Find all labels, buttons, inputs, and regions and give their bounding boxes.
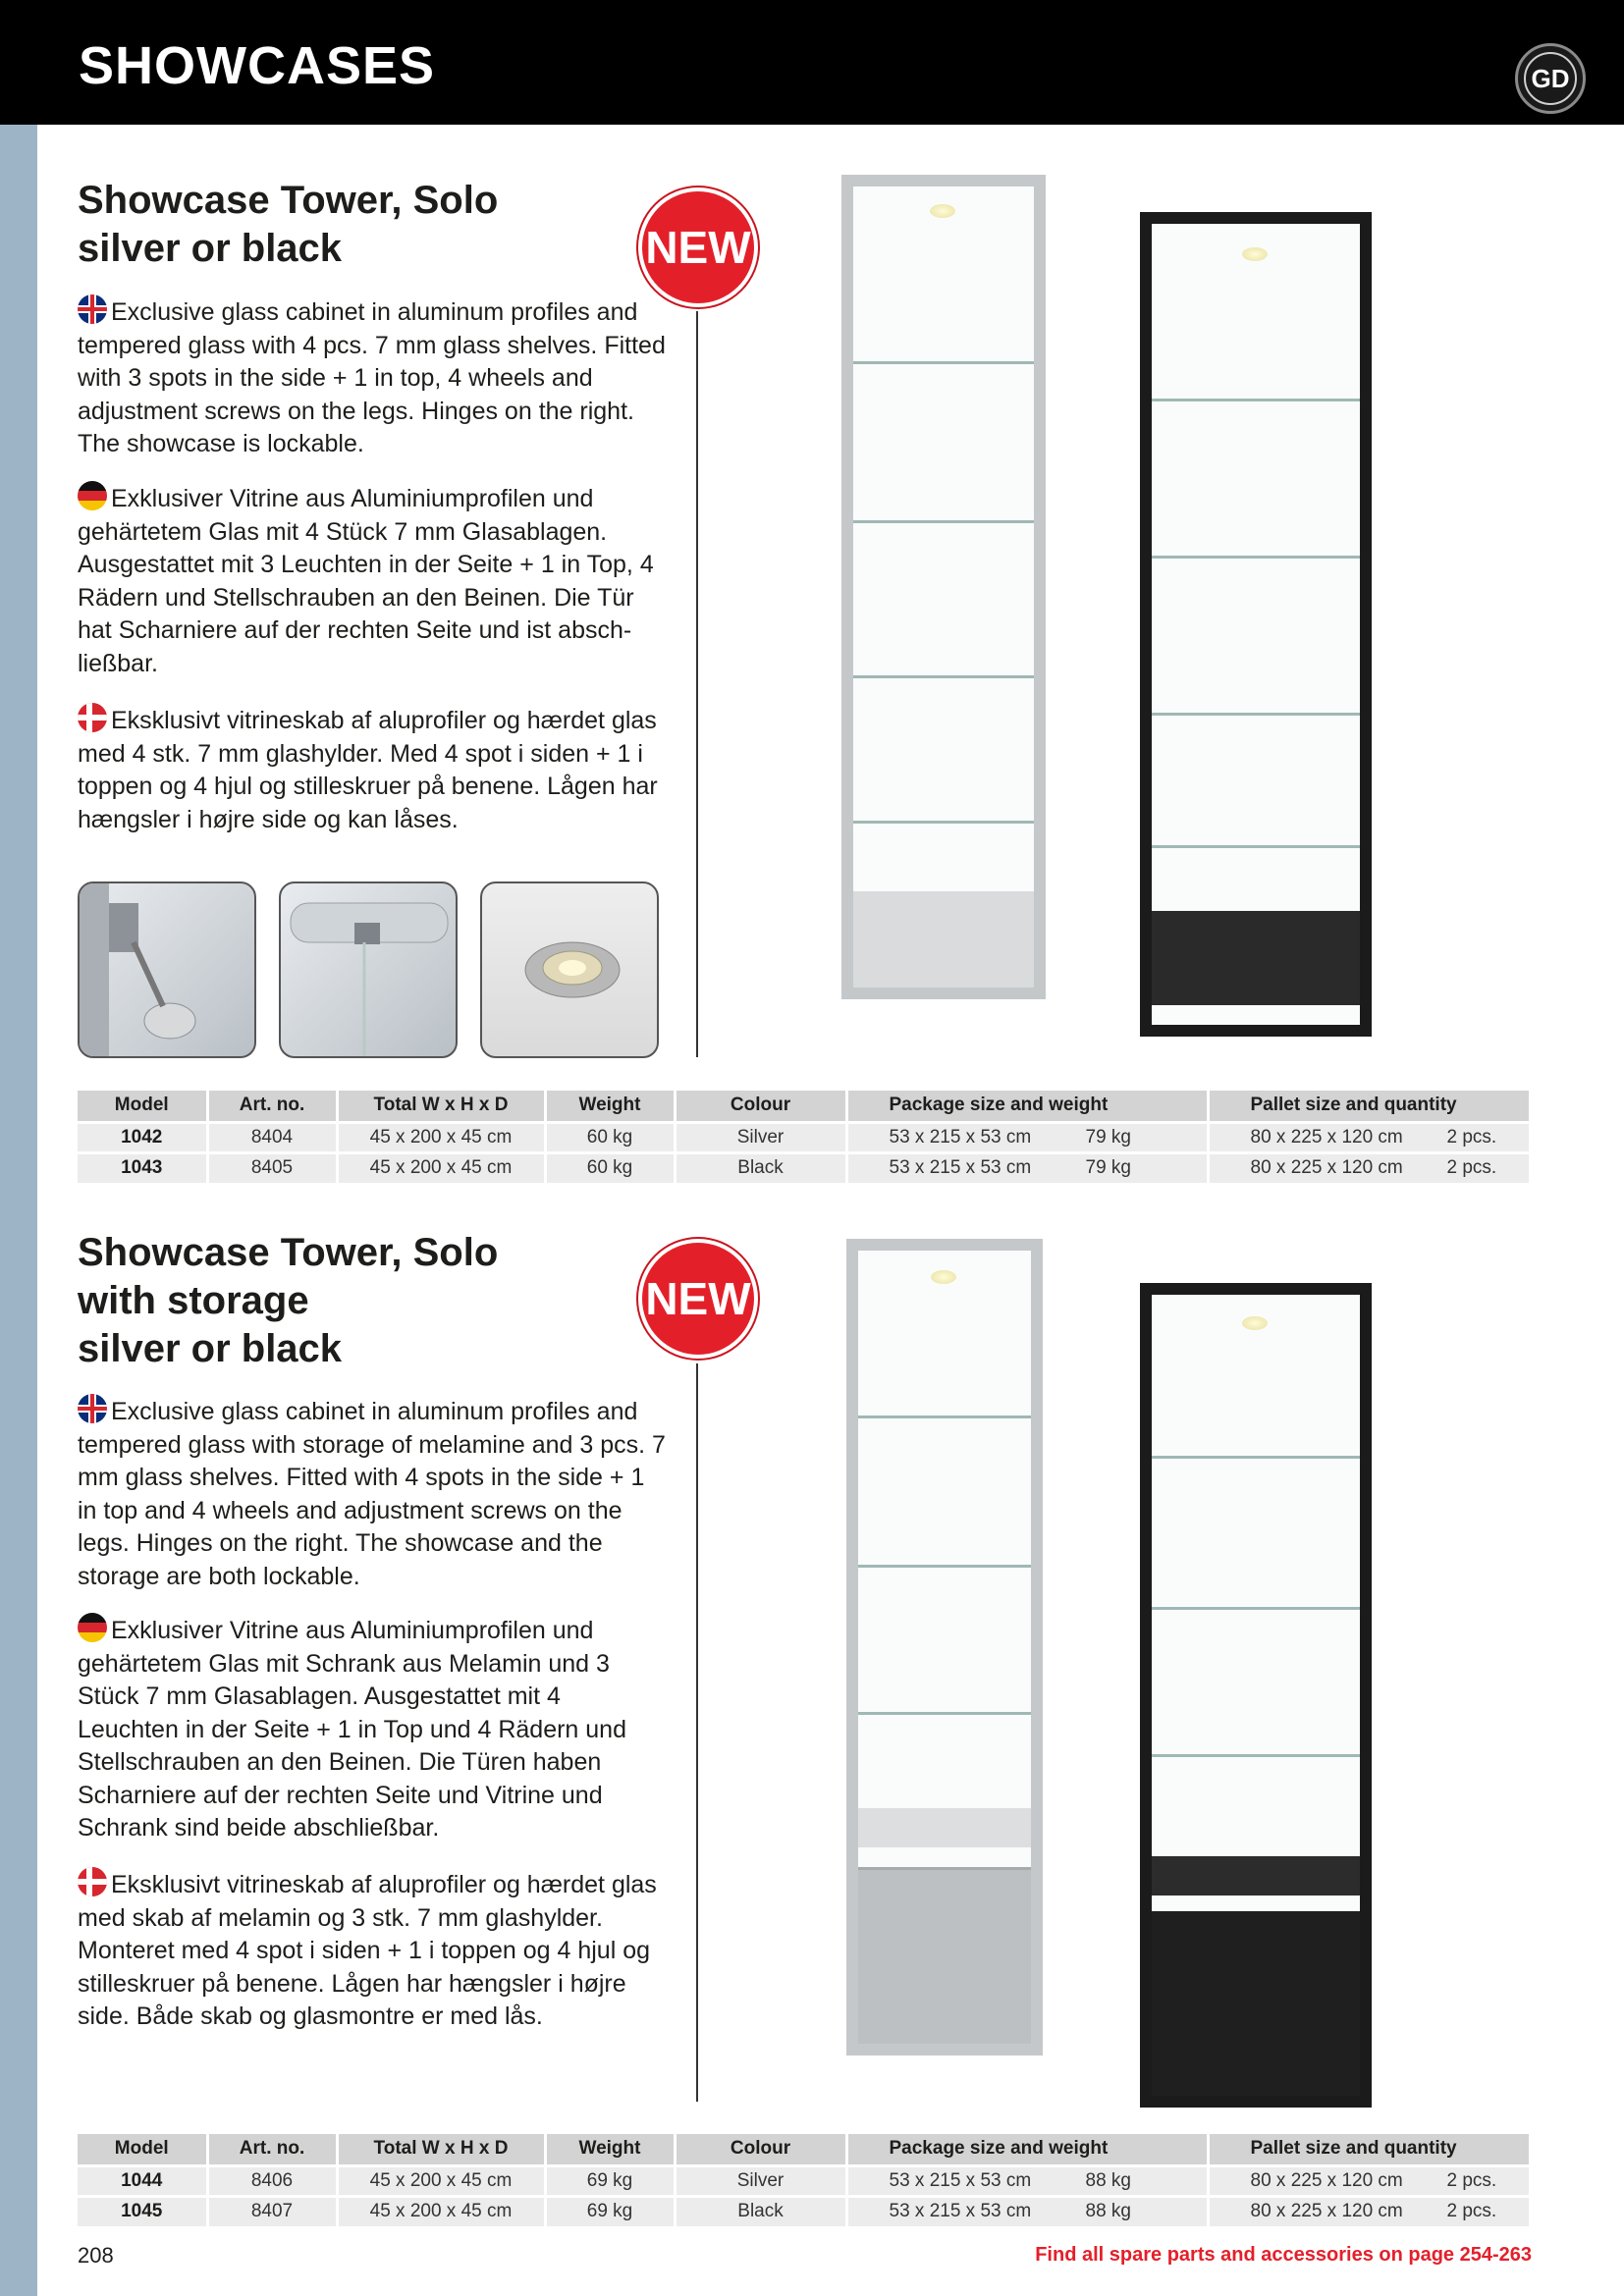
col-pallet: Pallet size and quantity [1208,2134,1531,2165]
description-de [78,1613,667,1845]
pallet-size: 80 x 225 x 120 cm [1250,1126,1403,1148]
table-row [78,1152,1531,1183]
sidebar-stripe [0,125,37,2296]
cell-pallet [1208,1122,1531,1152]
package-size: 53 x 215 x 53 cm [889,1126,1032,1148]
product-title [78,177,498,273]
section-title: SHOWCASES [79,36,436,95]
pallet-quantity: 2 pcs. [1446,1157,1497,1179]
ceiling-spot-photo [480,881,659,1058]
col-weight: Weight [545,2134,675,2165]
page-number: 208 [78,2243,114,2268]
product-title-line: Showcase Tower, Solo [78,1231,499,1274]
cell-art-no: 8406 [207,2165,337,2196]
page-header [0,0,1624,125]
product-title-line: silver or black [78,1327,343,1370]
cell-package [846,2196,1208,2226]
description-de [78,481,667,680]
cell-model: 1042 [78,1122,207,1152]
package-weight: 88 kg [1085,2201,1131,2222]
col-dimensions: Total W x H x D [337,2134,545,2165]
cell-pallet [1208,1152,1531,1183]
german-flag-icon [78,481,107,510]
col-pallet: Pallet size and quantity [1208,1091,1531,1122]
cell-package [846,1122,1208,1152]
pallet-quantity: 2 pcs. [1446,2169,1497,2191]
package-weight: 79 kg [1085,1126,1131,1148]
danish-flag-icon [78,703,107,732]
table-header-row [78,2134,1531,2165]
col-model: Model [78,2134,207,2165]
cell-art-no: 8405 [207,1152,337,1183]
package-weight: 88 kg [1085,2169,1131,2191]
lock-icon [281,883,458,1058]
description-dk [78,703,667,836]
col-colour: Colour [675,2134,846,2165]
spec-table [78,2134,1532,2226]
description-en [78,1394,667,1593]
german-flag-icon [78,1613,107,1642]
cell-colour: Black [675,2196,846,2226]
col-colour: Colour [675,1091,846,1122]
description-text: Eksklusivt vitrineskab af aluprofiler og hærdet glas med 4 stk. 7 mm glashylder. Med 4 spot i siden + 1 i toppen og 4 hjul og stilleskruer på benene. Lågen har hængsler i højre side og kan låses. [78,707,658,833]
description-en [78,294,667,461]
col-package: Package size and weight [846,1091,1208,1122]
ceiling-spot-icon [482,883,659,1058]
product-title-line: Showcase Tower, Solo [78,179,499,222]
cell-model: 1045 [78,2196,207,2226]
product-title-line: with storage [78,1279,309,1322]
black-showcase-photo [1140,212,1372,1037]
col-art-no: Art. no. [207,1091,337,1122]
cell-pallet [1208,2196,1531,2226]
spec-table [78,1091,1532,1183]
product-title [78,1229,498,1373]
table-header-row [78,1091,1531,1122]
spotlight-icon [80,883,256,1058]
cell-weight: 69 kg [545,2165,675,2196]
col-art-no: Art. no. [207,2134,337,2165]
cell-weight: 60 kg [545,1122,675,1152]
cell-dimensions: 45 x 200 x 45 cm [337,2165,545,2196]
uk-flag-icon [78,294,107,324]
cell-package [846,2165,1208,2196]
danish-flag-icon [78,1867,107,1896]
lock-detail-photo [279,881,458,1058]
pallet-size: 80 x 225 x 120 cm [1250,2201,1403,2222]
table-row [78,2165,1531,2196]
table-row [78,1122,1531,1152]
cell-dimensions: 45 x 200 x 45 cm [337,2196,545,2226]
description-text: Exklusiver Vitrine aus Aluminiumprofilen und gehärtetem Glas mit 4 Stück 7 mm Glasablagen. Ausgestattet mit 3 Leuchten in der Seite + 1 in Top, 4 Rädern und Stellschrauben an den Beinen. Die Tür hat Scharniere auf der rechten Seite und ist absch-ließbar. [78,485,654,677]
new-badge: NEW [638,187,758,307]
cell-pallet [1208,2165,1531,2196]
col-dimensions: Total W x H x D [337,1091,545,1122]
cell-weight: 60 kg [545,1152,675,1183]
description-text: Eksklusivt vitrineskab af aluprofiler og hærdet glas med skab af melamin og 3 stk. 7 mm glashylder. Monteret med 4 spot i siden + 1 i toppen og 4 hjul og stilleskruer på benene. Lågen har hængsler i højre side. Både skab og glasmontre er med lås. [78,1871,657,2030]
black-storage-showcase-photo [1140,1283,1372,2108]
silver-storage-showcase-photo [846,1239,1043,2056]
package-size: 53 x 215 x 53 cm [889,1157,1032,1179]
new-badge: NEW [638,1239,758,1359]
product-title-line: silver or black [78,227,343,270]
description-text: Exclusive glass cabinet in aluminum profiles and tempered glass with 4 pcs. 7 mm glass shelves. Fitted with 3 spots in the side + 1 in top, 4 wheels and adjustment screws on the legs. Hinges on the right. The showcase is lockable. [78,298,666,457]
cell-dimensions: 45 x 200 x 45 cm [337,1152,545,1183]
spotlight-detail-photo [78,881,256,1058]
spare-parts-note: Find all spare parts and accessories on page 254-263 [1035,2244,1532,2266]
divider-line [696,311,698,1057]
pallet-size: 80 x 225 x 120 cm [1250,2169,1403,2191]
col-weight: Weight [545,1091,675,1122]
cell-weight: 69 kg [545,2196,675,2226]
cell-colour: Silver [675,2165,846,2196]
cell-colour: Silver [675,1122,846,1152]
cell-dimensions: 45 x 200 x 45 cm [337,1122,545,1152]
pallet-quantity: 2 pcs. [1446,2201,1497,2222]
cell-model: 1044 [78,2165,207,2196]
cell-colour: Black [675,1152,846,1183]
silver-showcase-photo [841,175,1046,999]
package-size: 53 x 215 x 53 cm [889,2169,1032,2191]
description-text: Exclusive glass cabinet in aluminum profiles and tempered glass with storage of melamine and 3 pcs. 7 mm glass shelves. Fitted with 4 spots in the side + 1 in top and 4 wheels and adjustment screws on the legs. Hinges on the right. The showcase and the storage are both lockable. [78,1398,666,1590]
brand-logo-text: GD [1524,52,1577,105]
cell-art-no: 8404 [207,1122,337,1152]
table-row [78,2196,1531,2226]
brand-logo [1515,43,1586,114]
description-text: Exklusiver Vitrine aus Aluminiumprofilen und gehärtetem Glas mit Schrank aus Melamin und 3 Stück 7 mm Glasablagen. Ausgestattet mit 4 Leuchten in der Seite + 1 in Top und 4 Rädern und Stellschrauben an den Beinen. Die Türen haben Scharniere auf der rechten Seite und Vitrine und Schrank sind beide abschließbar. [78,1617,626,1842]
description-dk [78,1867,667,2034]
uk-flag-icon [78,1394,107,1423]
pallet-size: 80 x 225 x 120 cm [1250,1157,1403,1179]
package-weight: 79 kg [1085,1157,1131,1179]
col-package: Package size and weight [846,2134,1208,2165]
cell-package [846,1152,1208,1183]
cell-model: 1043 [78,1152,207,1183]
cell-art-no: 8407 [207,2196,337,2226]
divider-line [696,1363,698,2102]
col-model: Model [78,1091,207,1122]
pallet-quantity: 2 pcs. [1446,1126,1497,1148]
package-size: 53 x 215 x 53 cm [889,2201,1032,2222]
